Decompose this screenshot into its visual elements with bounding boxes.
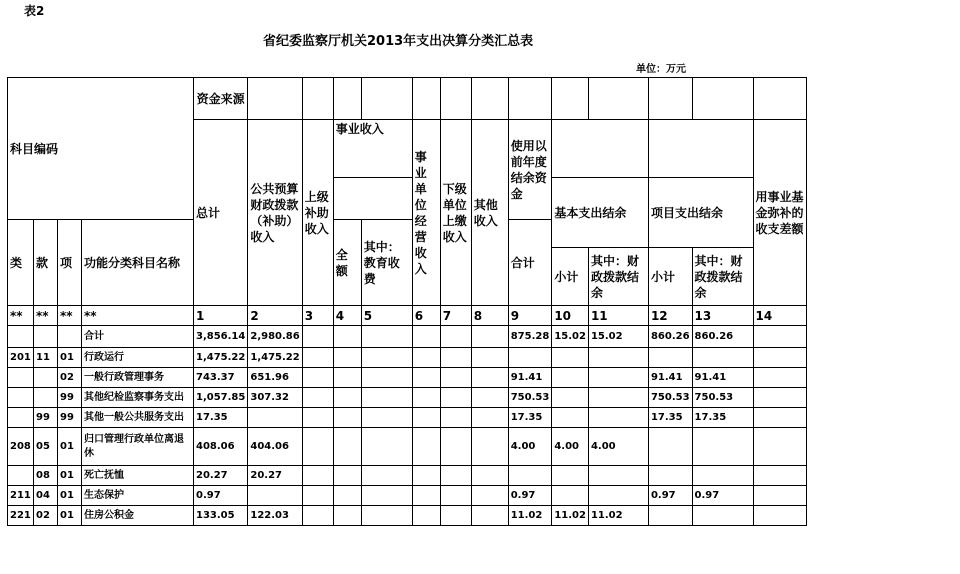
table-cell (753, 368, 806, 388)
table-cell: 0.97 (648, 486, 692, 506)
table-cell: 875.28 (508, 326, 552, 348)
table-cell: 860.26 (648, 326, 692, 348)
table-cell (440, 466, 471, 486)
table-cell: 91.41 (692, 368, 753, 388)
table-cell: 750.53 (508, 388, 552, 408)
index-cell: 7 (440, 306, 471, 326)
table-cell: 651.96 (248, 368, 302, 388)
table-cell (333, 388, 361, 408)
table-cell: 02 (58, 368, 82, 388)
table-cell: 211 (8, 486, 34, 506)
table-cell (412, 408, 440, 428)
table-cell (471, 408, 508, 428)
table-cell (552, 348, 589, 368)
index-cell: 13 (692, 306, 753, 326)
index-cell: 6 (412, 306, 440, 326)
table-cell (333, 348, 361, 368)
table-cell (333, 368, 361, 388)
table-cell (692, 348, 753, 368)
table-cell: 15.02 (552, 326, 589, 348)
table-cell: 17.35 (692, 408, 753, 428)
header-basic-balance: 基本支出结余 (552, 178, 649, 248)
table-cell: 15.02 (588, 326, 648, 348)
table-cell (588, 368, 648, 388)
table-cell: 其他一般公共服务支出 (82, 408, 194, 428)
table-cell: 20.27 (194, 466, 248, 486)
table-cell: 01 (58, 506, 82, 526)
table-cell: 4.00 (508, 428, 552, 466)
table-cell: 1,057.85 (194, 388, 248, 408)
index-cell: 12 (648, 306, 692, 326)
table-cell (361, 388, 412, 408)
table-row (8, 466, 807, 486)
index-cell: 2 (248, 306, 302, 326)
table-cell (302, 368, 333, 388)
table-cell (8, 326, 34, 348)
table-cell (753, 326, 806, 348)
index-cell: 3 (302, 306, 333, 326)
table-cell (361, 466, 412, 486)
table-row (8, 506, 807, 526)
table-cell (440, 348, 471, 368)
table-cell: 307.32 (248, 388, 302, 408)
table-cell (552, 368, 589, 388)
table-cell (8, 408, 34, 428)
table-cell: 08 (34, 466, 58, 486)
table-row (8, 326, 807, 348)
expenditure-table (7, 77, 807, 526)
table-cell (302, 486, 333, 506)
table-row (8, 408, 807, 428)
table-cell (508, 348, 552, 368)
header-class: 类 (8, 220, 34, 306)
table-cell: 17.35 (648, 408, 692, 428)
table-cell (412, 486, 440, 506)
table-cell: 一般行政管理事务 (82, 368, 194, 388)
header-subject-code: 科目编码 (8, 78, 194, 220)
index-cell: ** (58, 306, 82, 326)
table-cell (361, 368, 412, 388)
table-body (8, 306, 807, 526)
table-cell (440, 506, 471, 526)
unit-label: 单位：万元 (636, 64, 686, 75)
table-cell: 408.06 (194, 428, 248, 466)
table-cell (753, 506, 806, 526)
table-cell (692, 428, 753, 466)
header-total: 总计 (194, 120, 248, 306)
table-cell: 99 (58, 408, 82, 428)
table-cell: 11.02 (552, 506, 589, 526)
table-cell: 133.05 (194, 506, 248, 526)
table-cell: 合计 (82, 326, 194, 348)
table-cell (440, 486, 471, 506)
table-cell (753, 466, 806, 486)
table-cell (471, 368, 508, 388)
table-cell (588, 388, 648, 408)
table-cell: 04 (34, 486, 58, 506)
table-cell (471, 486, 508, 506)
table-cell: 05 (34, 428, 58, 466)
table-cell (588, 466, 648, 486)
table-cell: 其他纪检监察事务支出 (82, 388, 194, 408)
table-cell (333, 428, 361, 466)
table-cell: 750.53 (648, 388, 692, 408)
table-cell (333, 408, 361, 428)
table-cell (333, 486, 361, 506)
table-cell (302, 326, 333, 348)
table-cell (753, 348, 806, 368)
table-cell (361, 428, 412, 466)
table-cell: 99 (58, 388, 82, 408)
table-cell: 0.97 (194, 486, 248, 506)
header-other-income: 其他收入 (471, 120, 508, 306)
table-cell: 4.00 (552, 428, 589, 466)
page-title: 省纪委监察厅机关2013年支出决算分类汇总表 (263, 34, 534, 49)
index-cell: 1 (194, 306, 248, 326)
table-cell (588, 408, 648, 428)
header-item: 项 (58, 220, 82, 306)
table-cell (552, 486, 589, 506)
index-cell: ** (82, 306, 194, 326)
table-cell: 860.26 (692, 326, 753, 348)
table-cell (471, 428, 508, 466)
table-cell (58, 326, 82, 348)
table-cell (753, 428, 806, 466)
table-cell: 2,980.86 (248, 326, 302, 348)
index-cell: ** (8, 306, 34, 326)
index-cell: 10 (552, 306, 589, 326)
header-upper-subsidy: 上级补助收入 (302, 120, 333, 306)
index-cell: 9 (508, 306, 552, 326)
table-cell (471, 326, 508, 348)
table-cell (248, 486, 302, 506)
header-project-balance: 项目支出结余 (648, 178, 753, 248)
header-lower-turnover: 下级单位上缴收入 (440, 120, 471, 306)
table-cell (648, 466, 692, 486)
table-cell: 归口管理行政单位离退休 (82, 428, 194, 466)
table-cell: 行政运行 (82, 348, 194, 368)
index-row (8, 306, 807, 326)
table-cell (588, 348, 648, 368)
table-cell: 11.02 (588, 506, 648, 526)
table-cell: 住房公积金 (82, 506, 194, 526)
table-cell: 生态保护 (82, 486, 194, 506)
table-cell (648, 506, 692, 526)
table-cell (552, 388, 589, 408)
table-cell: 死亡抚恤 (82, 466, 194, 486)
table-cell (753, 388, 806, 408)
table-cell (508, 466, 552, 486)
index-cell: 8 (471, 306, 508, 326)
table-cell (412, 388, 440, 408)
table-cell (552, 466, 589, 486)
table-cell: 1,475.22 (248, 348, 302, 368)
index-cell: 11 (588, 306, 648, 326)
table-cell (552, 408, 589, 428)
table-cell: 01 (58, 428, 82, 466)
table-cell (361, 506, 412, 526)
table-cell: 91.41 (508, 368, 552, 388)
table-row (8, 348, 807, 368)
table-cell: 0.97 (508, 486, 552, 506)
table-cell (333, 506, 361, 526)
table-cell: 91.41 (648, 368, 692, 388)
table-cell (440, 326, 471, 348)
header-fiscal-basic: 其中：财政拨款结余 (588, 248, 648, 306)
table-cell (302, 428, 333, 466)
table-cell (302, 388, 333, 408)
table-cell (302, 348, 333, 368)
table-cell (471, 466, 508, 486)
table-cell (588, 486, 648, 506)
table-cell (333, 466, 361, 486)
table-cell: 11 (34, 348, 58, 368)
table-cell (471, 506, 508, 526)
table-cell (753, 486, 806, 506)
table-cell: 3,856.14 (194, 326, 248, 348)
header-full-amount: 全额 (333, 220, 361, 306)
table-cell (361, 486, 412, 506)
table-cell (471, 348, 508, 368)
table-cell: 0.97 (692, 486, 753, 506)
table-cell (412, 428, 440, 466)
header-section: 款 (34, 220, 58, 306)
table-cell: 01 (58, 466, 82, 486)
header-fiscal-project: 其中：财政拨款结余 (692, 248, 753, 306)
index-cell: 5 (361, 306, 412, 326)
table-cell (8, 368, 34, 388)
table-cell: 02 (34, 506, 58, 526)
table-cell (361, 408, 412, 428)
table-cell: 404.06 (248, 428, 302, 466)
table-cell (8, 388, 34, 408)
table-row (8, 388, 807, 408)
table-cell (692, 466, 753, 486)
table-cell (248, 408, 302, 428)
table-cell (302, 466, 333, 486)
table-row (8, 368, 807, 388)
index-cell: 4 (333, 306, 361, 326)
table-cell (34, 368, 58, 388)
table-cell: 1,475.22 (194, 348, 248, 368)
table-row (8, 486, 807, 506)
table-cell: 11.02 (508, 506, 552, 526)
table-cell (440, 388, 471, 408)
table-cell (412, 368, 440, 388)
table-header (8, 78, 807, 306)
table-cell: 17.35 (194, 408, 248, 428)
table-cell: 750.53 (692, 388, 753, 408)
table-cell (440, 428, 471, 466)
table-cell (34, 388, 58, 408)
table-cell (648, 348, 692, 368)
header-small-total-2: 小计 (648, 248, 692, 306)
index-cell: 14 (753, 306, 806, 326)
header-prior-balance: 使用以前年度结余资金 (508, 120, 552, 220)
table-cell (471, 388, 508, 408)
table-cell: 4.00 (588, 428, 648, 466)
table-cell: 01 (58, 348, 82, 368)
table-cell (361, 348, 412, 368)
table-cell: 743.37 (194, 368, 248, 388)
header-fund-offset: 用事业基金弥补的收支差额 (753, 120, 806, 306)
table-cell: 201 (8, 348, 34, 368)
table-cell: 20.27 (248, 466, 302, 486)
table-cell (8, 466, 34, 486)
table-cell (302, 408, 333, 428)
table-cell (440, 408, 471, 428)
table-cell (412, 506, 440, 526)
table-cell (412, 466, 440, 486)
table-cell (440, 368, 471, 388)
table-cell: 122.03 (248, 506, 302, 526)
table-cell (412, 326, 440, 348)
header-funding-source: 资金来源 (194, 78, 248, 120)
header-func-name: 功能分类科目名称 (82, 220, 194, 306)
header-subtotal-all: 合计 (508, 220, 552, 306)
table-cell: 208 (8, 428, 34, 466)
header-small-total: 小计 (552, 248, 589, 306)
table-cell (412, 348, 440, 368)
table-cell (753, 408, 806, 428)
table-cell: 221 (8, 506, 34, 526)
table-cell (361, 326, 412, 348)
table-cell (333, 326, 361, 348)
table-cell (692, 506, 753, 526)
header-institution-income: 事业收入 (333, 120, 412, 178)
table-row (8, 428, 807, 466)
table-cell: 17.35 (508, 408, 552, 428)
index-cell: ** (34, 306, 58, 326)
table-cell (34, 326, 58, 348)
header-operating-income: 事业单位经营收入 (412, 120, 440, 306)
table-cell: 99 (34, 408, 58, 428)
header-public-budget: 公共预算财政拨款（补助）收入 (248, 120, 302, 306)
header-of-which-edu: 其中：教育收费 (361, 220, 412, 306)
table-number-label: 表2 (24, 4, 45, 18)
table-cell: 01 (58, 486, 82, 506)
table-cell (302, 506, 333, 526)
table-cell (648, 428, 692, 466)
